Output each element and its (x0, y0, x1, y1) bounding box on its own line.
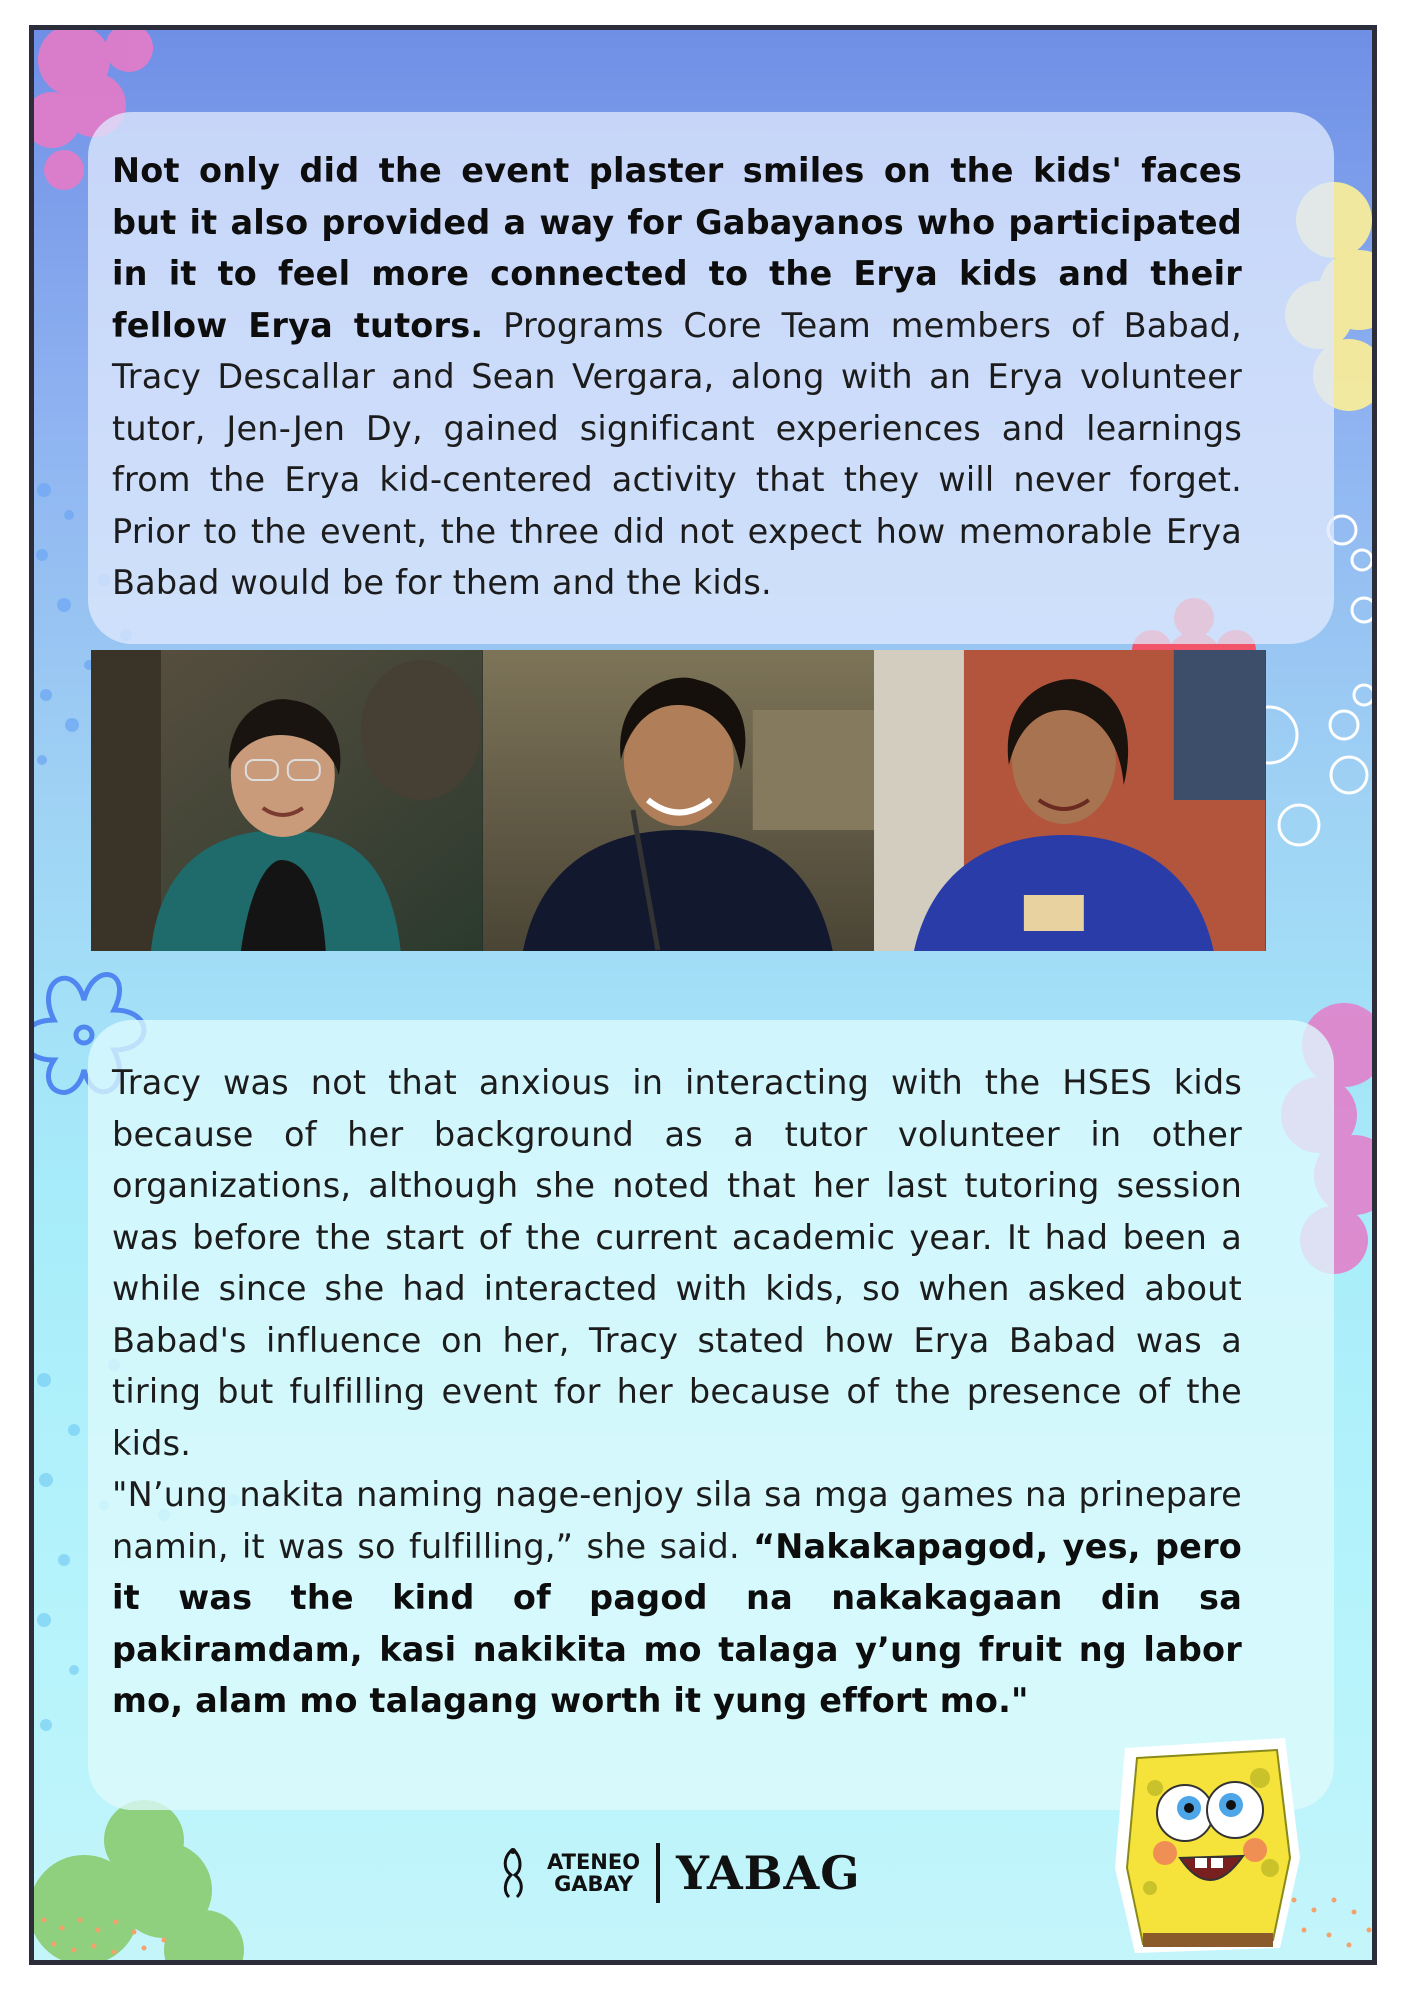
paragraph-3 (112, 1469, 1242, 1727)
paragraph-1-rest: Programs Core Team members of Babad, Tracy Descallar and Sean Vergara, along with an Erya volunteer tutor, Jen-Jen Dy, gained significant experiences and learnings from the Erya kid-centered activity that they will never forget. Prior to the event, the three did not expect how memorable Erya Babad would be for them and the kids. (112, 305, 1242, 602)
logo-line-ateneo: ATENEO (547, 1850, 641, 1874)
orange-dots-icon (34, 1910, 194, 1965)
paragraph-1-bold: Not only did the event plaster smiles on the kids' faces but it also provided a way for Gabayanos who participated in it to feel more connected to the Erya kids and their fellow Erya tutors. (112, 151, 1242, 345)
yabag-wordmark: YABAG (676, 1846, 861, 1900)
paragraph-2: Tracy was not that anxious in interacting with the HSES kids because of her background as a tutor volunteer in other organizations, although she noted that her last tutoring session was before the start of the current academic year. It had been a while since she had interacted with kids, so when asked about Babad's influence on her, Tracy stated how Erya Babad was a tiring but fulfilling event for her because of the presence of the kids. (112, 1063, 1242, 1463)
footer-logo (495, 1838, 861, 1908)
ateneo-gabay-wordmark (547, 1851, 640, 1895)
spongebob-sticker-icon (1085, 1718, 1330, 1963)
logo-line-gabay: GABAY (554, 1872, 634, 1896)
sean-photo (483, 650, 875, 951)
paragraph-3-quote: "N’ung nakita naming nage-enjoy sila sa mga games na prinepare namin, it was so fulfilling,” she said. (112, 1475, 1242, 1566)
photo-strip (91, 650, 1266, 951)
paragraph-3-bold-quote: “Nakakapagod, yes, pero it was the kind of pagod na nakakagaan din sa pakiramdam, kasi nakikita mo talaga y’ung fruit ng labor mo, alam mo talagang worth it yung effort mo." (112, 1526, 1243, 1720)
jenjen-photo (874, 650, 1266, 951)
tracy-photo (91, 650, 483, 951)
paragraph-1 (112, 145, 1242, 609)
ateneo-gabay-logo-icon (495, 1845, 531, 1901)
footer-divider (656, 1843, 660, 1903)
